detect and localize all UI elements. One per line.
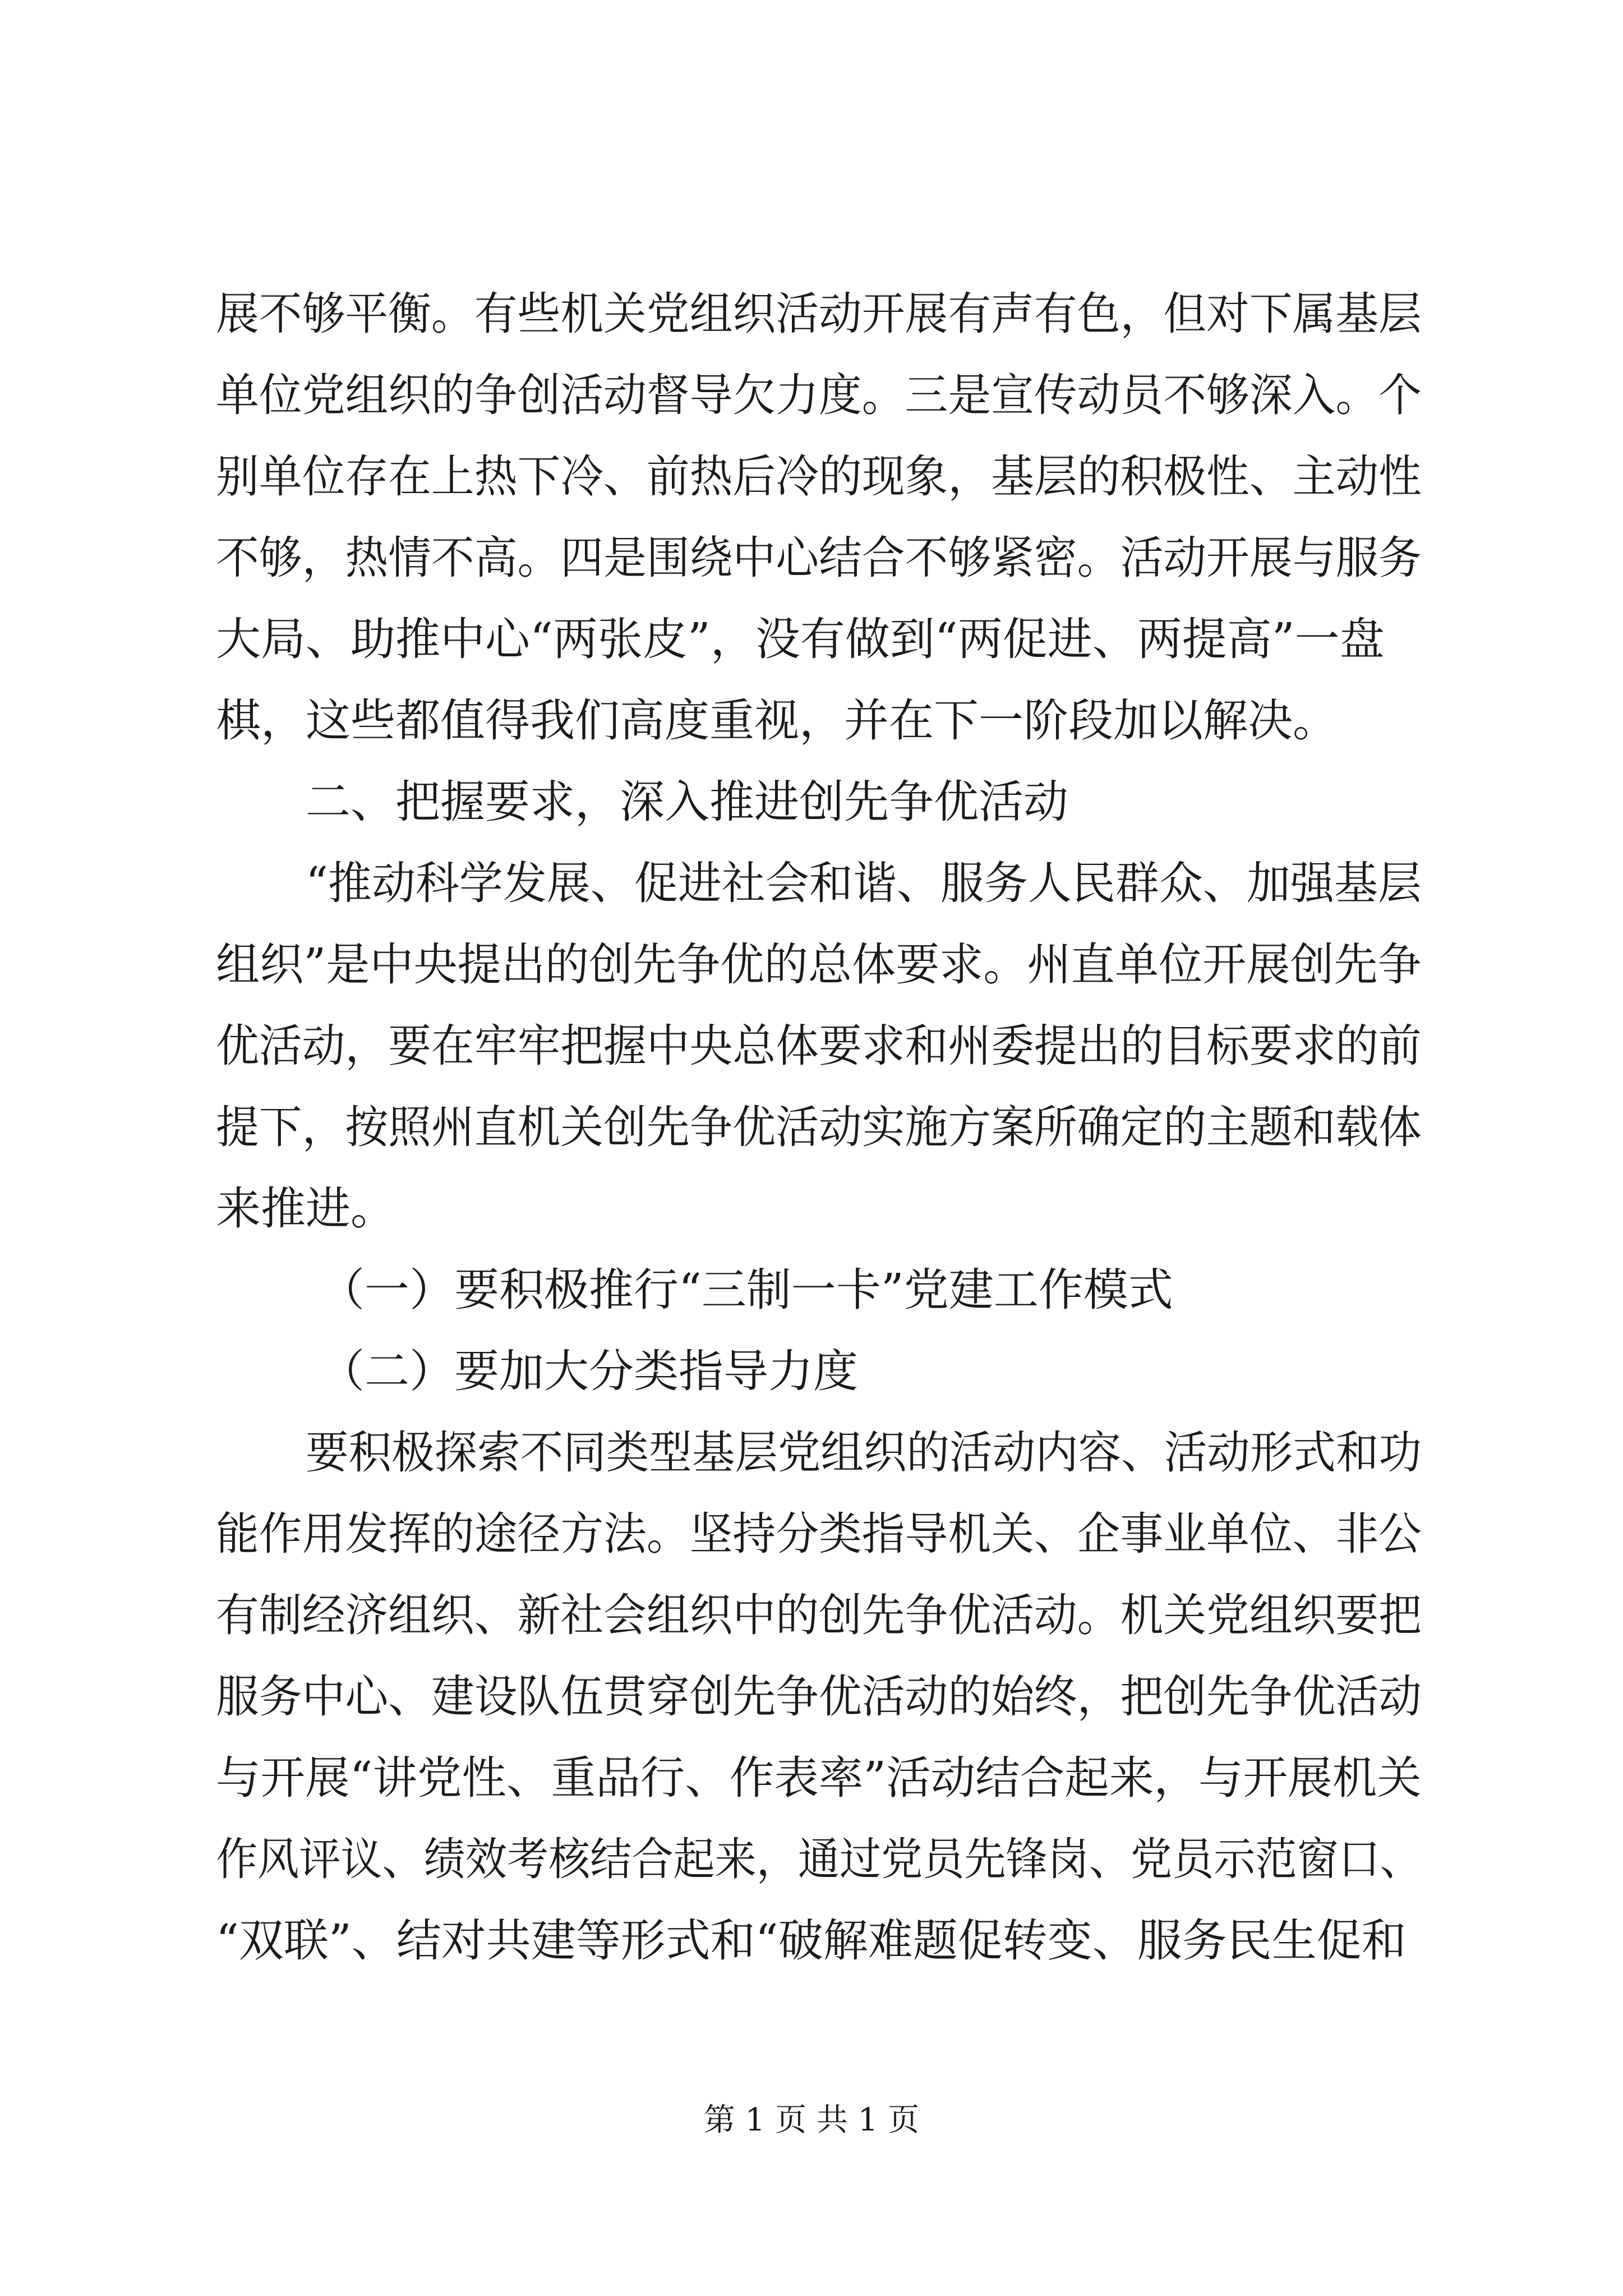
text-line: 不够，热情不高。四是围绕中心结合不够紧密。活动开展与服务 xyxy=(216,532,1422,584)
text-line: 展不够平衡。有些机关党组织活动开展有声有色，但对下属基层 xyxy=(216,288,1422,340)
text-line: 来推进。 xyxy=(216,1182,395,1235)
text-line: 组织”是中央提出的创先争优的总体要求。州直单位开展创先争 xyxy=(216,938,1422,991)
text-line: 大局、助推中心“两张皮”，没有做到“两促进、两提高”一盘 xyxy=(216,613,1385,665)
text-line: 别单位存在上热下冷、前热后冷的现象，基层的积极性、主动性 xyxy=(216,450,1422,503)
text-line: 服务中心、建设队伍贯穿创先争优活动的始终，把创先争优活动 xyxy=(216,1671,1422,1723)
subsection-heading: （一）要积极推行“三制一卡”党建工作模式 xyxy=(320,1264,1173,1316)
text-line: 有制经济组织、新社会组织中的创先争优活动。机关党组织要把 xyxy=(216,1589,1422,1641)
page-footer: 第 1 页 共 1 页 xyxy=(703,2102,920,2138)
text-line: 能作用发挥的途径方法。坚持分类指导机关、企事业单位、非公 xyxy=(216,1508,1422,1560)
text-line: 单位党组织的争创活动督导欠力度。三是宣传动员不够深入。个 xyxy=(216,369,1422,421)
text-line: 提下，按照州直机关创先争优活动实施方案所确定的主题和载体 xyxy=(216,1101,1422,1153)
text-line: “双联”、结对共建等形式和“破解难题促转变、服务民生促和 xyxy=(216,1915,1407,1967)
text-line: “推动科学发展、促进社会和谐、服务人民群众、加强基层 xyxy=(306,857,1422,909)
text-line: 要积极探索不同类型基层党组织的活动内容、活动形式和功 xyxy=(306,1427,1422,1479)
section-heading: 二、把握要求，深入推进创先争优活动 xyxy=(306,776,1068,828)
text-line: 优活动，要在牢牢把握中央总体要求和州委提出的目标要求的前 xyxy=(216,1020,1422,1072)
text-line: 与开展“讲党性、重品行、作表率”活动结合起来，与开展机关 xyxy=(216,1752,1422,1804)
text-line: 棋，这些都值得我们高度重视，并在下一阶段加以解决。 xyxy=(216,694,1338,747)
subsection-heading: （二）要加大分类指导力度 xyxy=(320,1345,858,1397)
text-line: 作风评议、绩效考核结合起来，通过党员先锋岗、党员示范窗口、 xyxy=(216,1833,1422,1885)
